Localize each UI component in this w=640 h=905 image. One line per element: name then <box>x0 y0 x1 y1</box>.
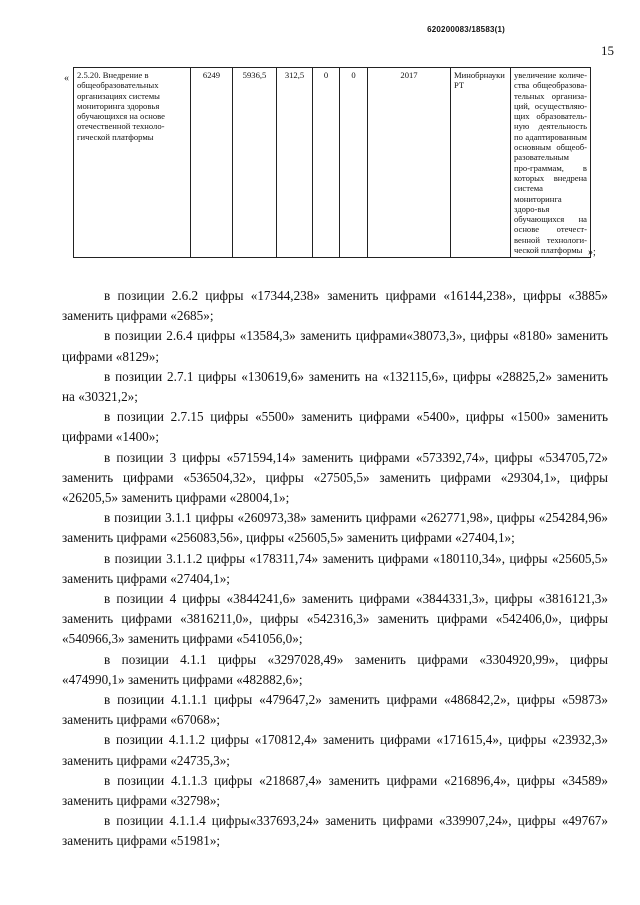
amendment-paragraph: в позиции 3.1.1 цифры «260973,38» заменить цифрами «262771,98», цифры «254284,96» заменить цифрами «256083,56», цифры «25605,5» заменить цифрами «27404,1»; <box>62 510 608 546</box>
executor-cell: Минобрнауки РТ <box>451 68 511 258</box>
total-cell: 6249 <box>191 68 233 258</box>
table-close-quote: »; <box>588 247 596 258</box>
page-number: 15 <box>601 43 614 58</box>
program-position-table <box>73 67 591 258</box>
value-cell: 0 <box>313 68 340 258</box>
table-row <box>74 68 591 258</box>
amendment-paragraph: в позиции 2.6.4 цифры «13584,3» заменить цифрами«38073,3», цифры «8180» заменить цифрами «8129»; <box>62 328 608 364</box>
value-cell: 0 <box>340 68 368 258</box>
amendment-paragraph: в позиции 4.1.1.2 цифры «170812,4» заменить цифрами «171615,4», цифры «23932,3» заменить цифрами «24735,3»; <box>62 732 608 768</box>
year-cell: 2017 <box>368 68 451 258</box>
value-cell: 312,5 <box>277 68 313 258</box>
result-cell: увеличение количе-ства общеобразова-тельных организа-ций, осуществляю-щих образователь-ную деятельность по адаптированным основным общеоб-разовательным про-граммам, в которых внедрена система мониторинга здоро-вья обучающихся на основе отечест-венной технологи-ческой платформы <box>511 68 591 258</box>
amendment-paragraph: в позиции 2.6.2 цифры «17344,238» заменить цифрами «16144,238», цифры «3885» заменить цифрами «2685»; <box>62 288 608 324</box>
document-id: 620200083/18583(1) <box>427 25 505 34</box>
table-open-quote: « <box>64 73 69 84</box>
amendment-paragraph: в позиции 4.1.1 цифры «3297028,49» заменить цифрами «3304920,99», цифры «474990,1» заменить цифрами «482882,6»; <box>62 651 608 687</box>
amendment-paragraph: в позиции 3.1.1.2 цифры «178311,74» заменить цифрами «180110,34», цифры «25605,5» заменить цифрами «27404,1»; <box>62 550 608 586</box>
amendment-paragraph: в позиции 4 цифры «3844241,6» заменить цифрами «3844331,3», цифры «3816121,3» заменить цифрами «3816211,0», цифры «542316,3» заменить цифрами «542406,0», цифры «540966,3» заменить цифрами «541056,0»; <box>62 591 608 647</box>
amendment-paragraph: в позиции 4.1.1.1 цифры «479647,2» заменить цифрами «486842,2», цифры «59873» заменить цифрами «67068»; <box>62 692 608 728</box>
amendment-paragraph: в позиции 2.7.15 цифры «5500» заменить цифрами «5400», цифры «1500» заменить цифрами «1400»; <box>62 409 608 445</box>
amendment-paragraph: в позиции 3 цифры «571594,14» заменить цифрами «573392,74», цифры «534705,72» заменить цифрами «536504,32», цифры «27505,5» заменить цифрами «29304,1», цифры «26205,5» заменить цифрами «28004,1»; <box>62 449 608 506</box>
amendment-paragraph: в позиции 2.7.1 цифры «130619,6» заменить на «132115,6», цифры «28825,2» заменить на «30321,2»; <box>62 368 608 405</box>
amendment-paragraph: в позиции 4.1.1.4 цифры«337693,24» заменить цифрами «339907,24», цифры «49767» заменить цифрами «51981»; <box>62 813 608 849</box>
amendments-text <box>62 286 608 852</box>
measure-name-cell: 2.5.20. Внедрение в общеобразовательных организациях системы мониторинга здоровья обучающихся на основе отечественной техноло-гической платформы <box>74 68 191 258</box>
amendment-paragraph: в позиции 4.1.1.3 цифры «218687,4» заменить цифрами «216896,4», цифры «34589» заменить цифрами «32798»; <box>62 772 608 809</box>
value-cell: 5936,5 <box>233 68 277 258</box>
